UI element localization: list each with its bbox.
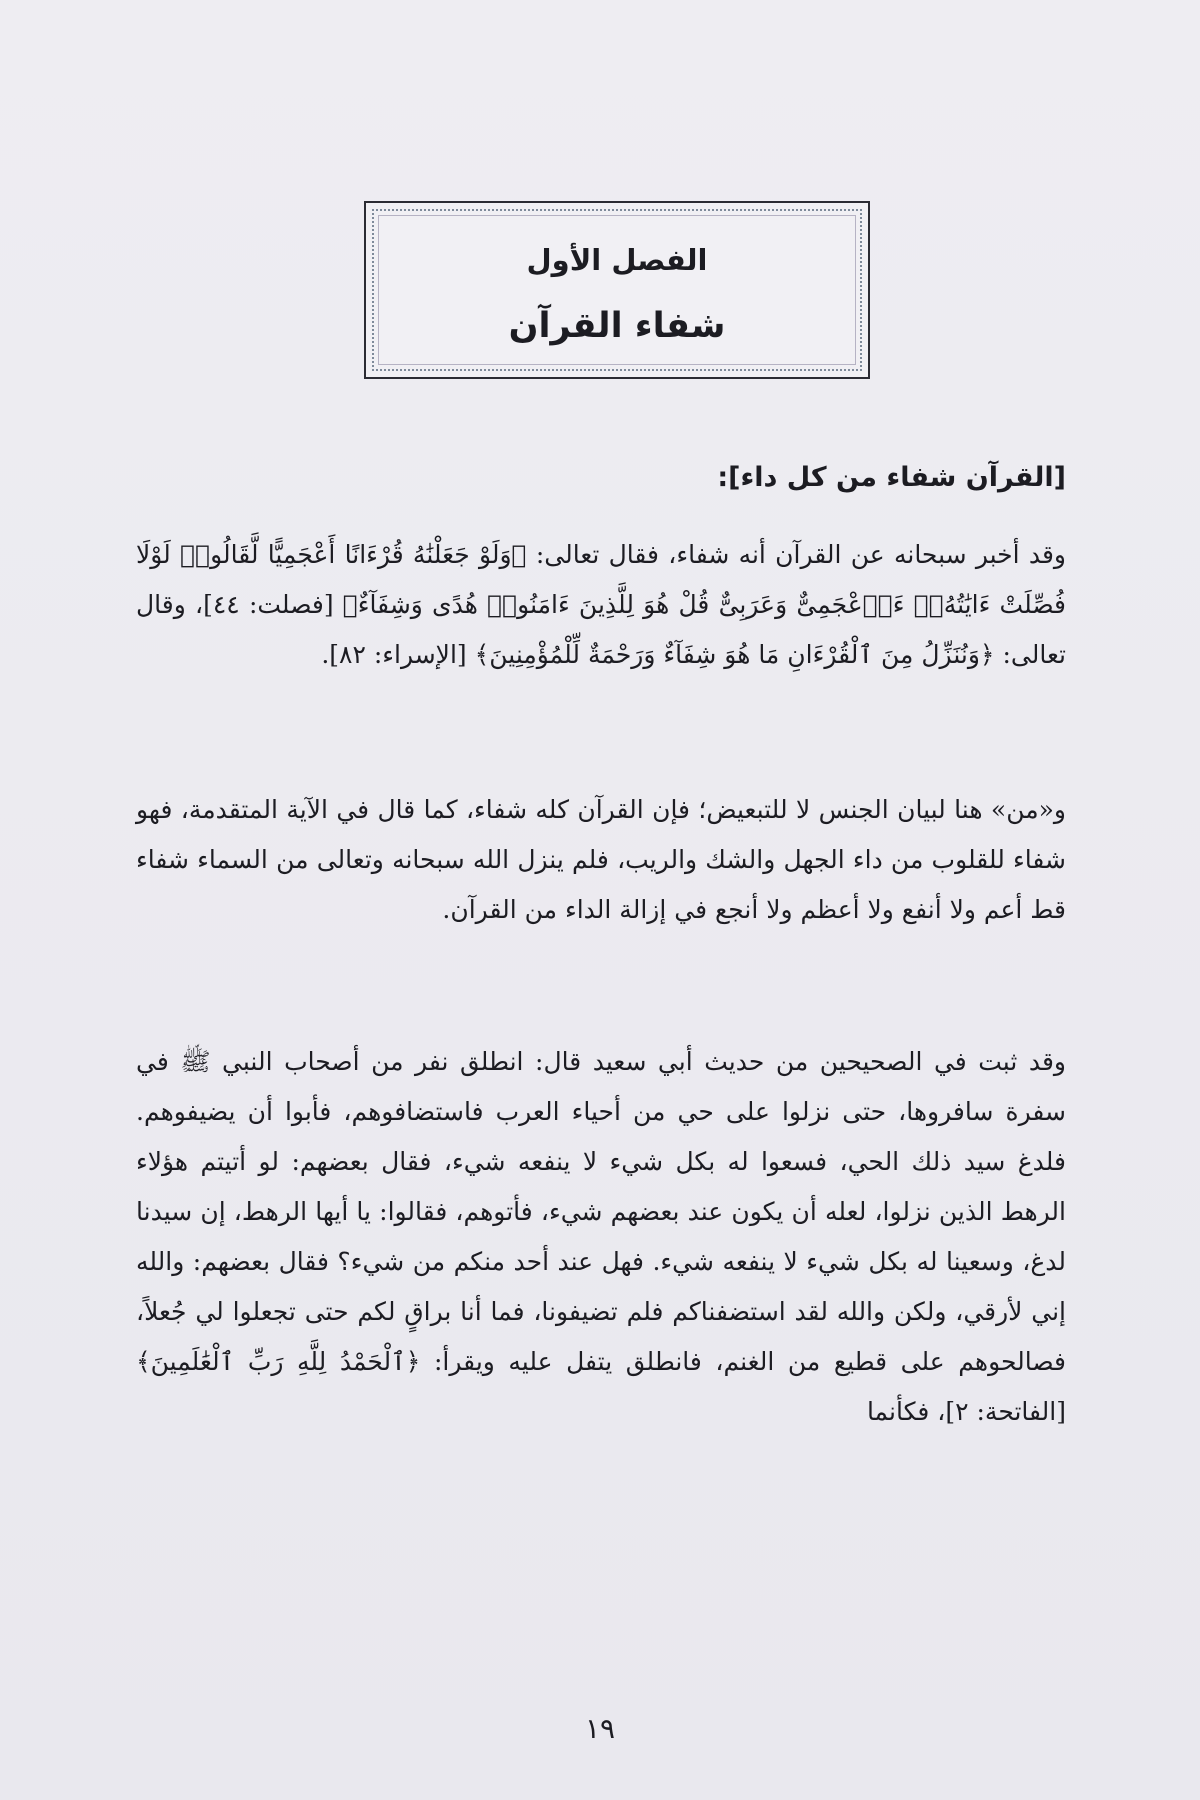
page-number: ١٩	[584, 1712, 616, 1745]
chapter-label: الفصل الأول	[526, 243, 708, 277]
decorative-border	[372, 209, 862, 371]
paragraph-2: و«من» هنا لبيان الجنس لا للتبعيض؛ فإن القرآن كله شفاء، كما قال في الآية المتقدمة، فهو شفاء للقلوب من داء الجهل والشك والريب، فلم ينزل الله سبحانه وتعالى من السماء شفاء قط أعم ولا أنفع ولا أعظم ولا أنجع في إزالة الداء من القرآن.	[136, 795, 1066, 924]
paragraph-3: وقد ثبت في الصحيحين من حديث أبي سعيد قال: انطلق نفر من أصحاب النبي ﷺ في سفرة سافروها، حتى نزلوا على حي من أحياء العرب فاستضافوهم، فأبوا أن يضيفوهم. فلدغ سيد ذلك الحي، فسعوا له بكل شيء لا ينفعه شيء، فقال بعضهم: لو أتيتم هؤلاء الرهط الذين نزلوا، لعله أن يكون عند بعضهم شيء، فأتوهم، فقالوا: يا أيها الرهط، إن سيدنا لدغ، وسعينا له بكل شيء لا ينفعه شيء. فهل عند أحد منكم من شيء؟ فقال بعضهم: والله إني لأرقي، ولكن والله لقد استضفناكم فلم تضيفونا، فما أنا براقٍ لكم حتى تجعلوا لي جُعلاً، فصالحوهم على قطيع من الغنم، فانطلق يتفل عليه ويقرأ: ﴿ٱلْحَمْدُ لِلَّهِ رَبِّ ٱلْعَٰلَمِينَ﴾ [الفاتحة: ٢]، فكأنما	[136, 1047, 1066, 1426]
chapter-title-frame	[364, 201, 870, 379]
chapter-title: شفاء القرآن	[508, 306, 726, 346]
paragraph-1: وقد أخبر سبحانه عن القرآن أنه شفاء، فقال تعالى: ﴿وَلَوْ جَعَلْنَٰهُ قُرْءَانًا أَعْجَمِيًّا لَّقَالُوا۟ لَوْلَا فُصِّلَتْ ءَايَٰتُهُۥٓ ءَا۬عْجَمِىٌّ وَعَرَبِىٌّ قُلْ هُوَ لِلَّذِينَ ءَامَنُوا۟ هُدًى وَشِفَآءٌ﴾ [فصلت: ٤٤]، وقال تعالى: ﴿وَنُنَزِّلُ مِنَ ٱلْقُرْءَانِ مَا هُوَ شِفَآءٌ وَرَحْمَةٌ لِّلْمُؤْمِنِينَ﴾ [الإسراء: ٨٢].	[136, 540, 1066, 669]
section-heading: [القرآن شفاء من كل داء]:	[717, 462, 1066, 493]
